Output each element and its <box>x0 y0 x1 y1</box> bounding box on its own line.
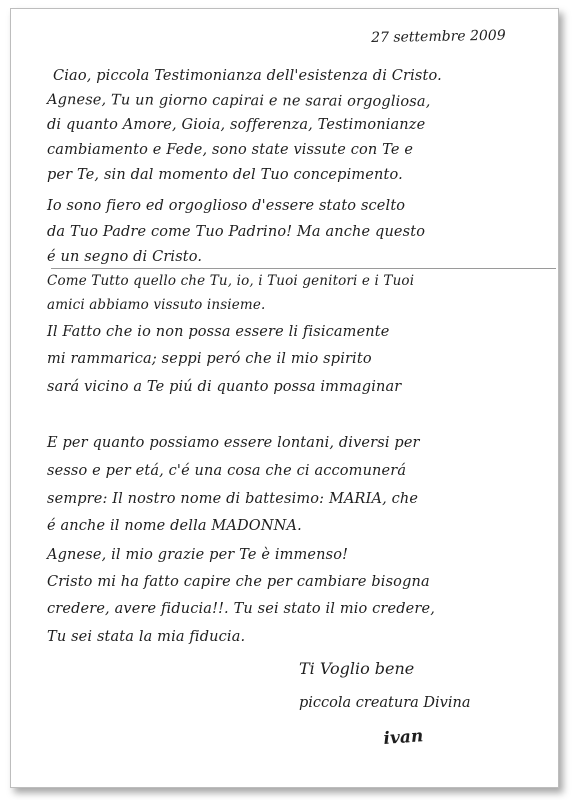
letter-line: per Te, sin dal momento del Tuo concepimento. <box>47 167 403 183</box>
letter-line: sempre: Il nostro nome di battesimo: MARIA, che <box>47 491 419 507</box>
letter-line: é un segno di Cristo. <box>47 249 203 265</box>
letter-page <box>10 8 559 788</box>
letter-line: Cristo mi ha fatto capire che per cambiare bisogna <box>47 574 430 590</box>
closing-subline: piccola creatura Divina <box>299 695 471 711</box>
closing-line: Ti Voglio bene <box>299 659 415 678</box>
letter-date: 27 settembre 2009 <box>370 27 506 46</box>
letter-line: é anche il nome della MADONNA. <box>47 518 302 534</box>
page-fold-line <box>51 268 556 269</box>
letter-line: Ciao, piccola Testimonianza dell'esistenza di Cristo. <box>53 68 442 84</box>
signature: ivan <box>382 726 424 749</box>
letter-line: credere, avere fiducia!!. Tu sei stato il mio credere, <box>47 601 435 617</box>
letter-line: da Tuo Padre come Tuo Padrino! Ma anche questo <box>47 224 426 240</box>
letter-line: Il Fatto che io non possa essere li fisicamente <box>47 324 390 340</box>
letter-line: sará vicino a Te piú di quanto possa immaginar <box>47 379 402 395</box>
letter-line: amici abbiamo vissuto insieme. <box>47 297 266 313</box>
letter-line: di quanto Amore, Gioia, sofferenza, Testimonianze <box>47 117 426 133</box>
letter-line: Agnese, il mio grazie per Te è immenso! <box>47 547 349 563</box>
letter-line: Io sono fiero ed orgoglioso d'essere stato scelto <box>47 198 406 214</box>
letter-line: mi rammarica; seppi peró che il mio spirito <box>47 351 372 367</box>
letter-line: Come Tutto quello che Tu, io, i Tuoi genitori e i Tuoi <box>47 273 415 289</box>
letter-line: Tu sei stata la mia fiducia. <box>47 629 246 645</box>
letter-line: sesso e per etá, c'é una cosa che ci accomunerá <box>47 463 407 479</box>
letter-line: Agnese, Tu un giorno capirai e ne sarai orgogliosa, <box>46 92 431 111</box>
letter-line: cambiamento e Fede, sono state vissute con Te e <box>47 142 414 158</box>
letter-line: E per quanto possiamo essere lontani, diversi per <box>47 435 420 451</box>
